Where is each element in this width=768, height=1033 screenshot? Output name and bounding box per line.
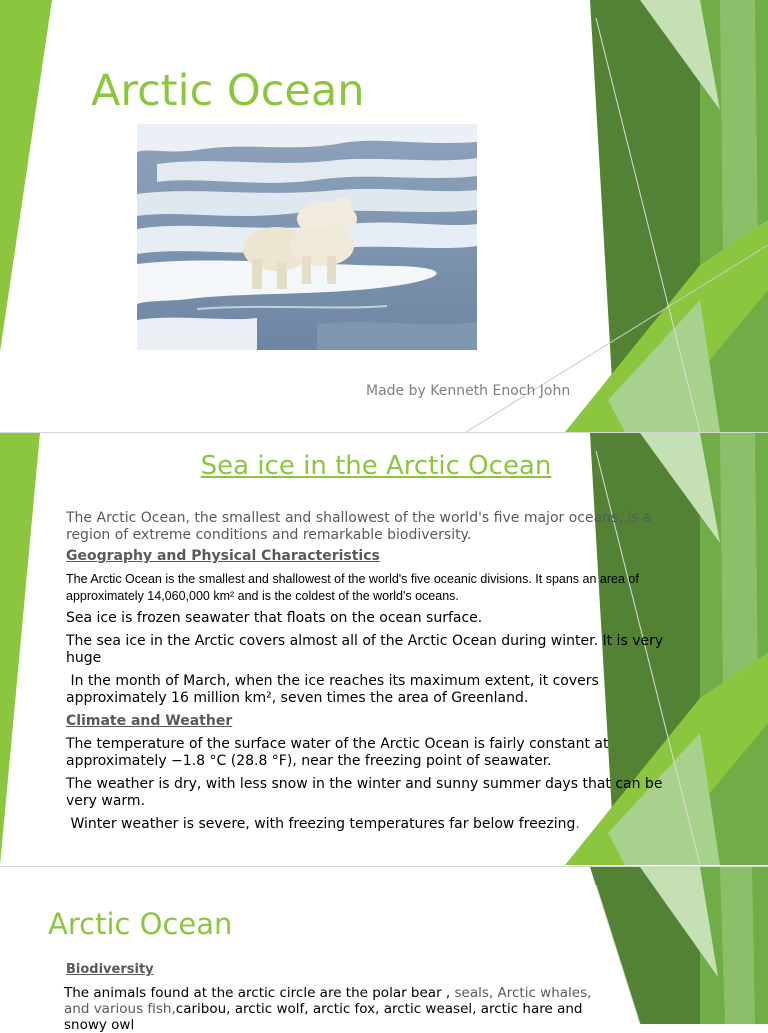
climate-paragraph-3	[66, 816, 696, 833]
intro-paragraph: The Arctic Ocean, the smallest and shallowest of the world's five major oceans, is a region of extreme conditions and remarkable biodiversity.	[66, 510, 652, 543]
slide-title	[0, 0, 768, 432]
polar-bears-photo	[137, 124, 477, 350]
slide1-title: Arctic Ocean	[91, 66, 365, 116]
climate-heading: Climate and Weather	[66, 713, 233, 729]
geography-heading: Geography and Physical Characteristics	[66, 548, 380, 564]
sea-ice-paragraph-1: Sea ice is frozen seawater that floats on the ocean surface.	[66, 610, 483, 626]
biodiversity-paragraph	[64, 985, 604, 1033]
biodiversity-text-a: The animals found at the arctic circle are the polar bear ,	[64, 985, 455, 1001]
slide-biodiversity	[0, 867, 768, 1033]
climate-paragraph-3-text: Winter weather is severe, with freezing temperatures far below freezing	[66, 816, 576, 832]
climate-paragraph-1: The temperature of the surface water of the Arctic Ocean is fairly constant at approximately −1.8 °C (28.8 °F), near the freezing point of seawater.	[66, 736, 609, 769]
biodiversity-heading: Biodiversity	[66, 962, 154, 977]
sea-ice-paragraph-2: The sea ice in the Arctic covers almost all of the Arctic Ocean during winter. It is very huge	[66, 633, 664, 666]
slide-sea-ice	[0, 433, 768, 865]
slide2-title: Sea ice in the Arctic Ocean	[200, 451, 552, 481]
slide3-title: Arctic Ocean	[48, 907, 233, 941]
sea-ice-paragraph-3: In the month of March, when the ice reaches its maximum extent, it covers approximately 16 million km², seven times the area of Greenland.	[66, 673, 604, 706]
biodiversity-text-c: caribou, arctic wolf, arctic fox, arctic weasel, arctic hare and snowy owl	[64, 1001, 583, 1033]
biodiversity-text-b: seals, Arctic whales, and various fish,	[64, 985, 592, 1017]
climate-paragraph-3-end: .	[575, 816, 580, 832]
climate-paragraph-2: The weather is dry, with less snow in the winter and sunny summer days that can be very warm.	[66, 776, 663, 809]
author-byline: Made by Kenneth Enoch John	[366, 383, 571, 399]
geography-paragraph: The Arctic Ocean is the smallest and shallowest of the world's five oceanic divisions. It spans an area of approximately 14,060,000 km² and is the coldest of the world's oceans.	[66, 572, 639, 603]
slide2-body	[66, 510, 696, 839]
